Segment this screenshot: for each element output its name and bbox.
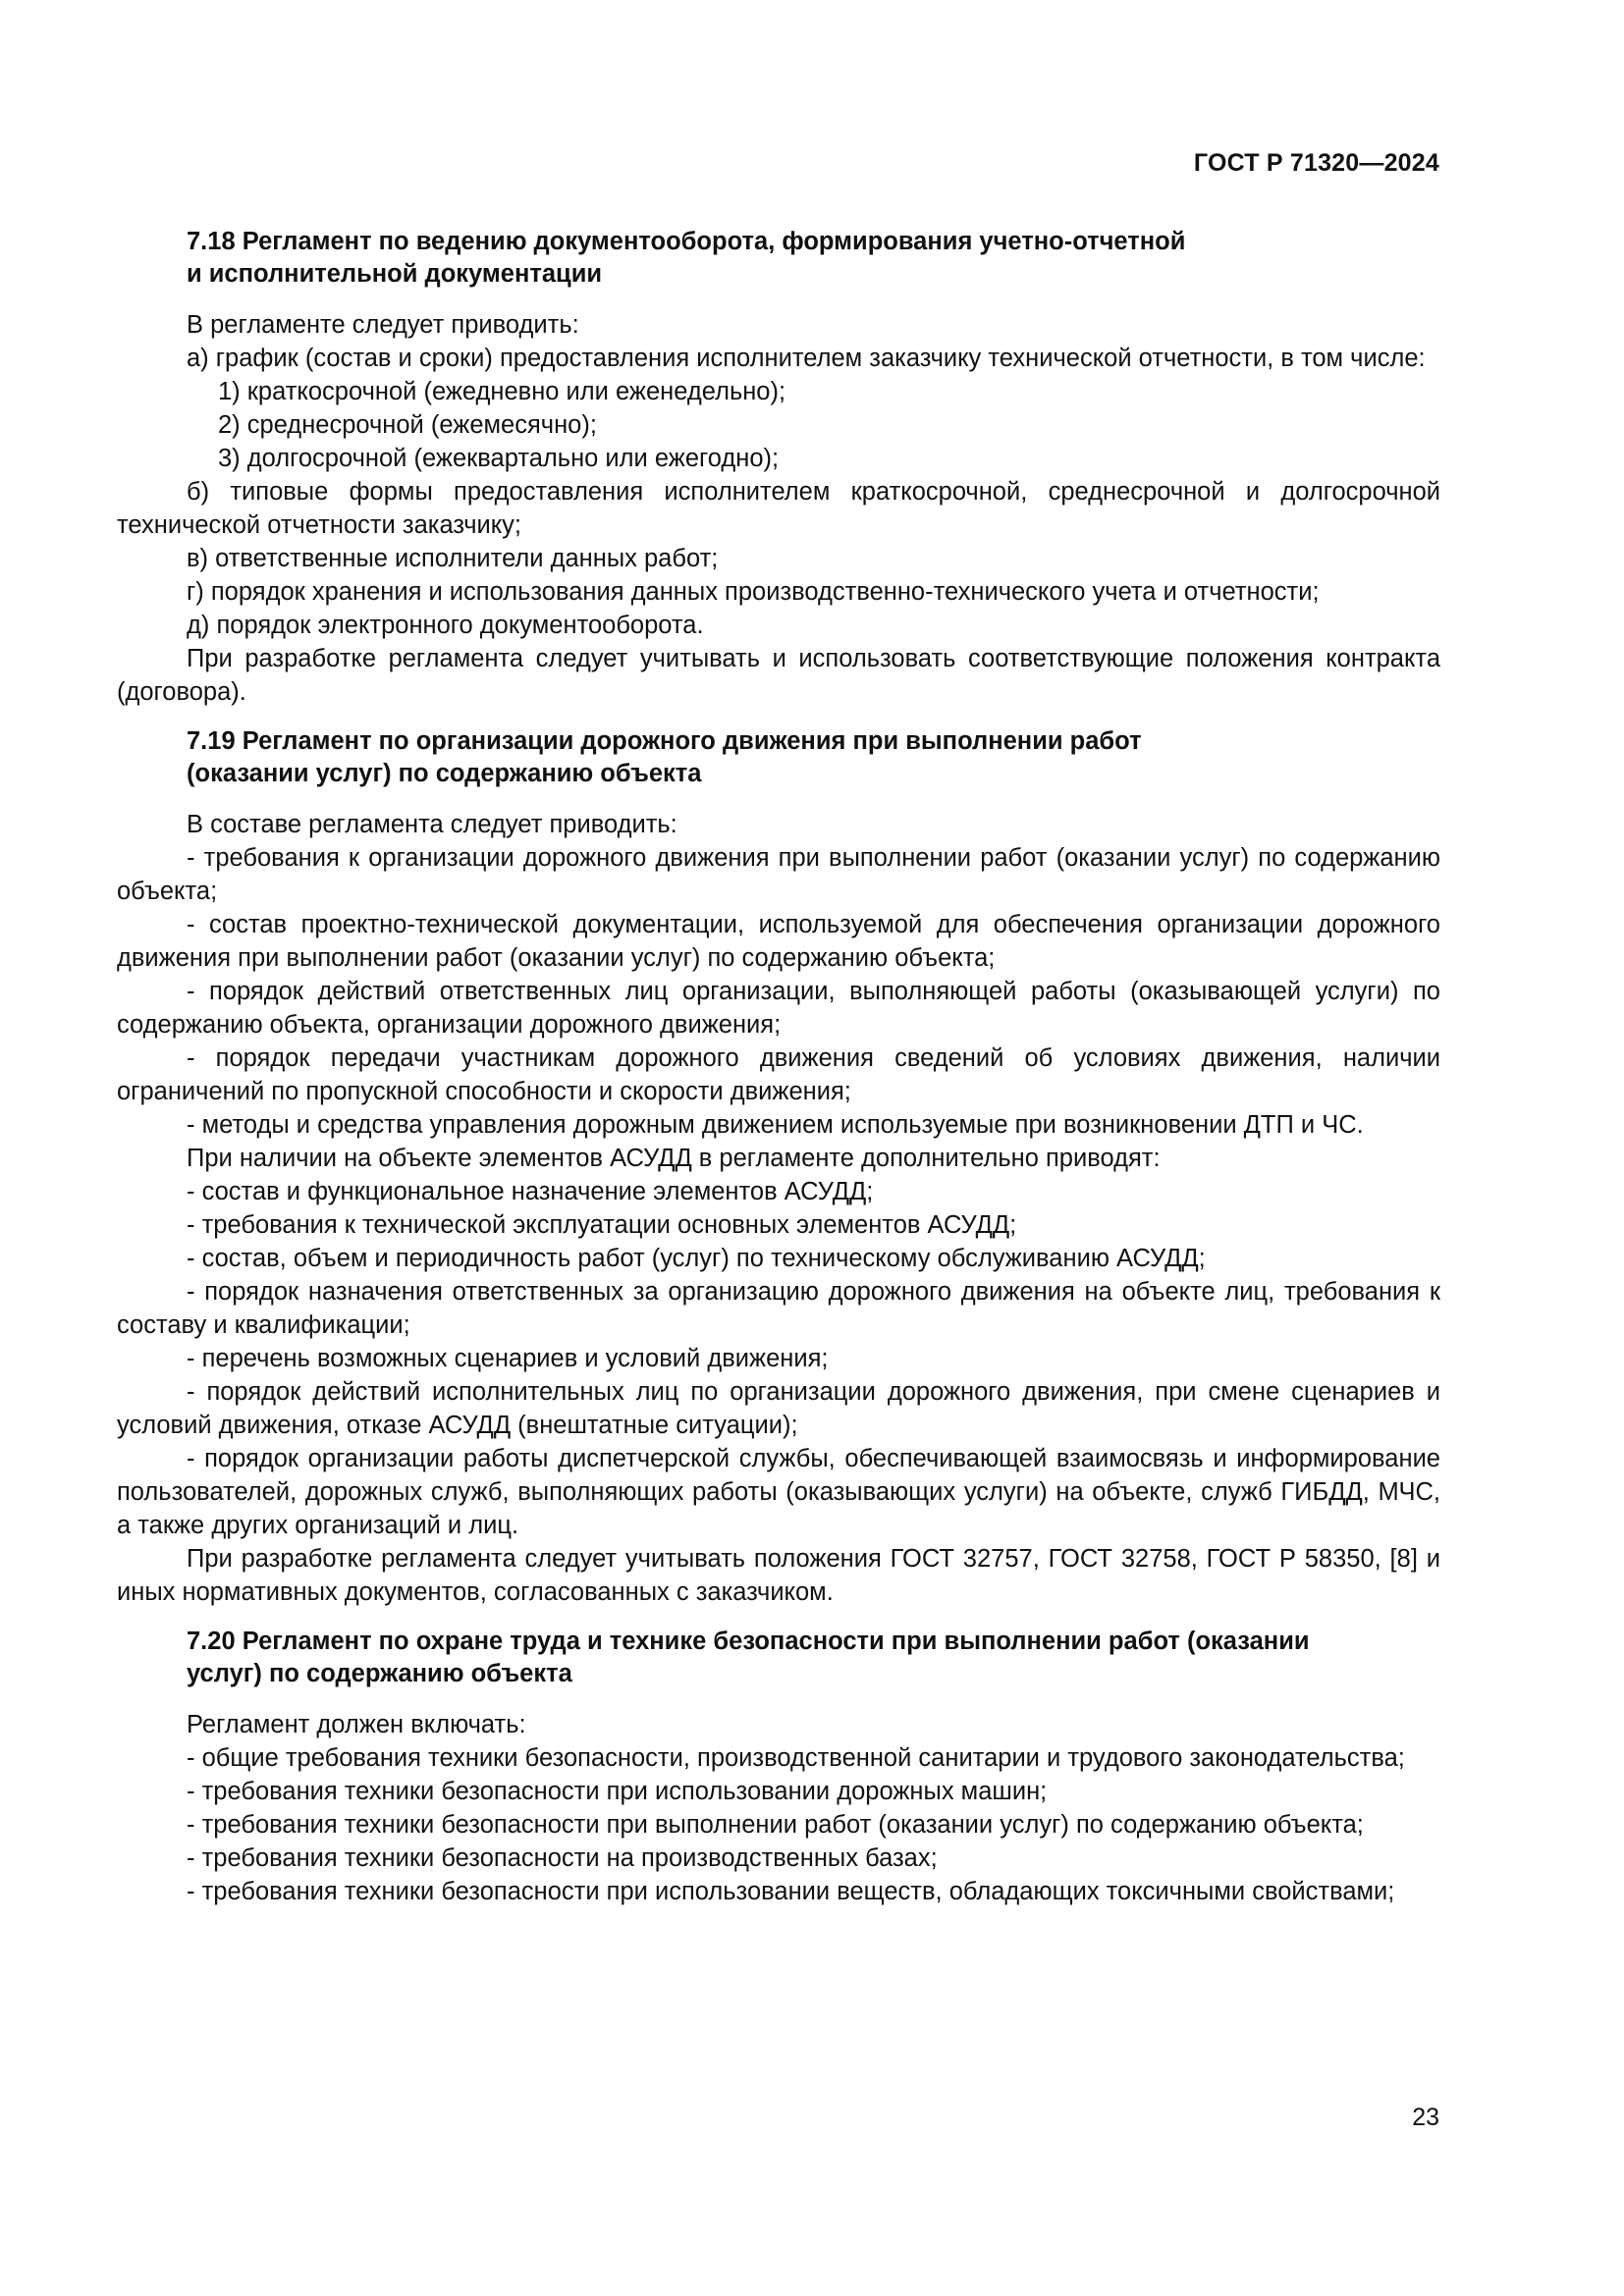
section-7-19-intro: В составе регламента следует приводить:: [187, 811, 677, 838]
section-7-19-title-line2: (оказании услуг) по содержанию объекта: [187, 760, 702, 787]
list-item: - состав, объем и периодичность работ (услуг) по техническому обслуживанию АСУДД;: [187, 1245, 1206, 1272]
section-7-18-subitem-2: 2) среднесрочной (ежемесячно);: [218, 411, 597, 439]
list-item: - требования к технической эксплуатации основных элементов АСУДД;: [187, 1211, 1017, 1239]
list-item: - требования техники безопасности при использовании дорожных машин;: [187, 1778, 1048, 1805]
section-7-18-item-b: б) типовые формы предоставления исполнителем краткосрочной, среднесрочной и долгосрочной технической отчетности заказчику;: [117, 478, 1440, 539]
list-item: - порядок действий ответственных лиц организации, выполняющей работы (оказывающей услуги) по содержанию объекта, организации дорожного движения;: [117, 978, 1440, 1039]
section-7-18-item-v: в) ответственные исполнители данных работ;: [187, 545, 719, 572]
section-7-18-subitem-1: 1) краткосрочной (ежедневно или еженедельно);: [218, 378, 786, 405]
section-7-18-intro: В регламенте следует приводить:: [187, 311, 579, 339]
list-item: - методы и средства управления дорожным движением используемые при возникновении ДТП и ЧС.: [187, 1111, 1364, 1139]
list-item: - требования техники безопасности на производственных базах;: [187, 1844, 938, 1872]
section-7-20-title-line2: услуг) по содержанию объекта: [187, 1660, 572, 1687]
section-7-19-closing: При разработке регламента следует учитывать положения ГОСТ 32757, ГОСТ 32758, ГОСТ Р 58350, [8] и иных нормативных документов, согласованных с заказчиком.: [117, 1545, 1440, 1606]
section-7-18-item-d: д) порядок электронного документооборота.: [187, 612, 704, 639]
list-item: - порядок организации работы диспетчерской службы, обеспечивающей взаимосвязь и информирование пользователей, дорожных служб, выполняющих работы (оказывающих услуги) на объекте, служб ГИБДД, МЧС, а также других организаций и лиц.: [117, 1445, 1440, 1539]
list-item: - требования техники безопасности при использовании веществ, обладающих токсичными свойствами;: [187, 1878, 1395, 1905]
section-7-19-title-line1: 7.19 Регламент по организации дорожного движения при выполнении работ: [187, 727, 1142, 755]
section-7-19-asudd-intro: При наличии на объекте элементов АСУДД в регламенте дополнительно приводят:: [187, 1145, 1161, 1172]
section-7-20-intro: Регламент должен включать:: [187, 1711, 526, 1738]
list-item: - требования к организации дорожного движения при выполнении работ (оказании услуг) по содержанию объекта;: [117, 844, 1440, 905]
document-code-header: ГОСТ Р 71320—2024: [1193, 149, 1439, 177]
section-7-18-item-g: г) порядок хранения и использования данных производственно-технического учета и отчетности;: [187, 578, 1320, 606]
list-item: - порядок передачи участникам дорожного движения сведений об условиях движения, наличии ограничений по пропускной способности и скорости движения;: [117, 1044, 1440, 1105]
section-7-18-title-line1: 7.18 Регламент по ведению документооборота, формирования учетно-отчетной: [187, 228, 1186, 255]
page-number: 23: [1412, 2104, 1439, 2131]
list-item: - общие требования техники безопасности, производственной санитарии и трудового законодательства;: [187, 1744, 1405, 1772]
list-item: - порядок действий исполнительных лиц по организации дорожного движения, при смене сценариев и условий движения, отказе АСУДД (внештатные ситуации);: [117, 1378, 1440, 1439]
section-7-18-subitem-3: 3) долгосрочной (ежеквартально или ежегодно);: [218, 445, 780, 472]
section-7-18-closing: При разработке регламента следует учитывать и использовать соответствующие положения контракта (договора).: [117, 645, 1440, 706]
section-7-18-item-a: а) график (состав и сроки) предоставления исполнителем заказчику технической отчетности, в том числе:: [187, 345, 1426, 372]
section-7-18-title-line2: и исполнительной документации: [187, 260, 603, 288]
document-body: [117, 226, 1440, 1908]
list-item: - состав и функциональное назначение элементов АСУДД;: [187, 1178, 874, 1205]
list-item: - порядок назначения ответственных за организацию дорожного движения на объекте лиц, требования к составу и квалификации;: [117, 1278, 1440, 1339]
list-item: - требования техники безопасности при выполнении работ (оказании услуг) по содержанию объекта;: [187, 1811, 1364, 1839]
list-item: - перечень возможных сценариев и условий движения;: [187, 1345, 829, 1372]
list-item: - состав проектно-технической документации, используемой для обеспечения организации дорожного движения при выполнении работ (оказании услуг) по содержанию объекта;: [117, 911, 1440, 972]
section-7-20-title-line1: 7.20 Регламент по охране труда и технике безопасности при выполнении работ (оказании: [187, 1628, 1310, 1655]
